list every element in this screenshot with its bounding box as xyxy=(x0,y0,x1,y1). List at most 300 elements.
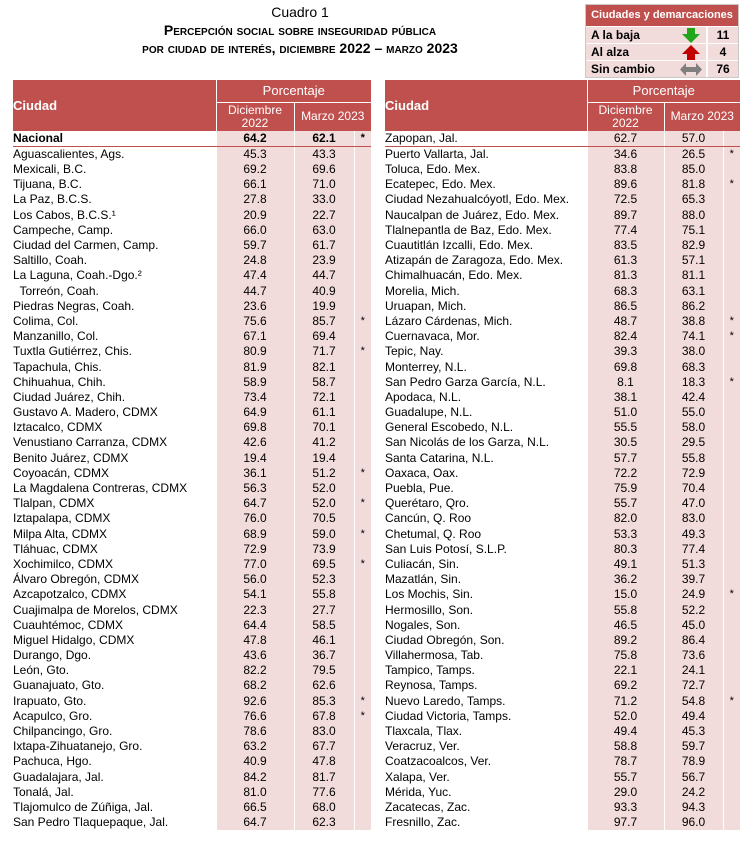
significance-mark xyxy=(723,466,740,481)
december-value: 80.9 xyxy=(216,344,294,359)
table-row xyxy=(13,466,371,481)
table-row xyxy=(385,800,740,815)
significance-mark: * xyxy=(723,147,740,163)
significance-mark xyxy=(723,420,740,435)
december-value: 72.2 xyxy=(587,466,664,481)
city-cell: Zapopan, Jal. xyxy=(385,131,587,147)
march-value: 40.9 xyxy=(294,284,354,299)
city-cell: Torreón, Coah. xyxy=(13,283,99,298)
march-value: 33.0 xyxy=(294,192,354,207)
december-value: 81.9 xyxy=(216,359,294,374)
march-value: 69.6 xyxy=(294,162,354,177)
march-value: 67.8 xyxy=(294,709,354,724)
table-row xyxy=(13,618,371,633)
significance-mark xyxy=(354,390,371,405)
december-value: 82.0 xyxy=(587,511,664,526)
table-row xyxy=(385,511,740,526)
table-row xyxy=(13,572,371,587)
december-value: 27.8 xyxy=(216,192,294,207)
significance-mark xyxy=(723,238,740,253)
significance-mark xyxy=(723,542,740,557)
december-value: 19.4 xyxy=(216,451,294,466)
december-value: 68.3 xyxy=(587,284,664,299)
significance-mark xyxy=(354,724,371,739)
city-cell: Chilpancingo, Gro. xyxy=(13,724,113,739)
table-row xyxy=(385,785,740,800)
city-cell: Manzanillo, Col. xyxy=(13,329,99,344)
december-value: 24.8 xyxy=(216,253,294,268)
table-row xyxy=(13,147,371,163)
table-row xyxy=(385,481,740,496)
significance-mark: * xyxy=(723,587,740,602)
title-block xyxy=(0,4,600,57)
december-value: 97.7 xyxy=(587,815,664,830)
march-value: 74.1 xyxy=(664,329,723,344)
march-value: 71.0 xyxy=(294,177,354,192)
march-value: 72.7 xyxy=(664,678,723,693)
significance-mark xyxy=(354,375,371,390)
december-value: 89.7 xyxy=(587,208,664,223)
city-cell: Coyoacán, CDMX xyxy=(13,465,110,480)
march-value: 46.1 xyxy=(294,633,354,648)
city-cell: Cuautitlán Izcalli, Edo. Mex. xyxy=(385,238,534,253)
city-cell: Gustavo A. Madero, CDMX xyxy=(13,405,158,420)
march-value: 81.1 xyxy=(664,268,723,283)
table-row xyxy=(13,420,371,435)
significance-mark xyxy=(354,815,371,830)
march-value: 81.8 xyxy=(664,177,723,192)
december-value: 83.5 xyxy=(587,238,664,253)
significance-mark xyxy=(723,131,740,147)
march-value: 52.0 xyxy=(294,481,354,496)
march-value: 55.0 xyxy=(664,405,723,420)
december-value: 30.5 xyxy=(587,435,664,450)
december-value: 55.7 xyxy=(587,496,664,511)
march-value: 56.7 xyxy=(664,770,723,785)
significance-mark: * xyxy=(354,557,371,572)
table-row xyxy=(385,147,740,163)
march-value: 39.7 xyxy=(664,572,723,587)
march-value: 22.7 xyxy=(294,208,354,223)
significance-mark xyxy=(723,344,740,359)
march-value: 79.5 xyxy=(294,663,354,678)
december-value: 82.2 xyxy=(216,663,294,678)
december-value: 69.8 xyxy=(216,420,294,435)
city-cell: Cuernavaca, Mor. xyxy=(385,329,480,344)
table-row xyxy=(13,390,371,405)
significance-mark xyxy=(723,815,740,830)
city-cell: Piedras Negras, Coah. xyxy=(13,298,135,313)
city-cell: Durango, Dgo. xyxy=(13,648,92,663)
significance-mark xyxy=(354,208,371,223)
table-row xyxy=(385,131,740,147)
table-row xyxy=(385,527,740,542)
march-value: 71.7 xyxy=(294,344,354,359)
march-value: 70.5 xyxy=(294,511,354,526)
city-cell: Tapachula, Chis. xyxy=(13,359,102,374)
march-value: 45.0 xyxy=(664,618,723,633)
table-row xyxy=(13,709,371,724)
december-value: 55.7 xyxy=(587,770,664,785)
significance-mark xyxy=(354,268,371,283)
city-cell: Hermosillo, Son. xyxy=(385,602,474,617)
march-value: 29.5 xyxy=(664,435,723,450)
significance-mark xyxy=(354,633,371,648)
city-cell: San Pedro Garza García, N.L. xyxy=(385,374,546,389)
significance-mark xyxy=(723,208,740,223)
table-row xyxy=(385,709,740,724)
city-cell: Los Mochis, Sin. xyxy=(385,587,474,602)
march-value: 61.7 xyxy=(294,238,354,253)
legend xyxy=(585,4,739,78)
march-value: 78.9 xyxy=(664,754,723,769)
significance-mark xyxy=(723,223,740,238)
significance-mark xyxy=(354,785,371,800)
city-cell: Toluca, Edo. Mex. xyxy=(385,162,481,177)
significance-mark xyxy=(723,284,740,299)
significance-mark xyxy=(723,405,740,420)
march-value: 57.0 xyxy=(664,131,723,147)
significance-mark xyxy=(354,147,371,163)
significance-mark xyxy=(354,420,371,435)
significance-mark: * xyxy=(723,375,740,390)
table-row xyxy=(13,344,371,359)
legend-row-up xyxy=(586,43,738,60)
significance-mark xyxy=(723,253,740,268)
significance-mark xyxy=(354,451,371,466)
december-value: 66.5 xyxy=(216,800,294,815)
significance-mark xyxy=(354,678,371,693)
city-cell: Santa Catarina, N.L. xyxy=(385,450,494,465)
table-row xyxy=(385,420,740,435)
table-left xyxy=(13,80,371,830)
march-value: 52.3 xyxy=(294,572,354,587)
significance-mark xyxy=(723,299,740,314)
table-row xyxy=(385,359,740,374)
december-value: 66.0 xyxy=(216,223,294,238)
significance-mark xyxy=(723,557,740,572)
column-header-percentage: Porcentaje xyxy=(587,80,740,102)
significance-mark xyxy=(723,496,740,511)
december-value: 22.1 xyxy=(587,663,664,678)
significance-mark xyxy=(354,359,371,374)
december-value: 47.4 xyxy=(216,268,294,283)
column-header-december: Diciembre 2022 xyxy=(216,102,294,131)
december-value: 46.5 xyxy=(587,618,664,633)
significance-mark xyxy=(723,602,740,617)
december-value: 47.8 xyxy=(216,633,294,648)
march-value: 27.7 xyxy=(294,602,354,617)
significance-mark: * xyxy=(354,694,371,709)
significance-mark xyxy=(354,481,371,496)
city-cell: Saltillo, Coah. xyxy=(13,253,88,268)
table-row xyxy=(385,572,740,587)
march-value: 44.7 xyxy=(294,268,354,283)
significance-mark xyxy=(354,253,371,268)
march-value: 55.8 xyxy=(664,451,723,466)
city-cell: Cuauhtémoc, CDMX xyxy=(13,617,124,632)
march-value: 51.2 xyxy=(294,466,354,481)
december-value: 64.7 xyxy=(216,496,294,511)
december-value: 42.6 xyxy=(216,435,294,450)
march-value: 49.3 xyxy=(664,527,723,542)
table-row xyxy=(13,648,371,663)
december-value: 72.5 xyxy=(587,192,664,207)
legend-count: 4 xyxy=(706,44,738,60)
column-header-city: Ciudad xyxy=(13,80,216,131)
december-value: 40.9 xyxy=(216,754,294,769)
significance-mark xyxy=(723,785,740,800)
table-row xyxy=(13,359,371,374)
city-cell: Chetumal, Q. Roo xyxy=(385,526,482,541)
significance-mark xyxy=(354,511,371,526)
march-value: 59.7 xyxy=(664,739,723,754)
city-cell: San Nicolás de los Garza, N.L. xyxy=(385,435,550,450)
december-value: 54.1 xyxy=(216,587,294,602)
significance-mark xyxy=(354,602,371,617)
significance-mark: * xyxy=(723,329,740,344)
march-value: 51.3 xyxy=(664,557,723,572)
december-value: 78.7 xyxy=(587,754,664,769)
march-value: 63.0 xyxy=(294,223,354,238)
table-row xyxy=(385,238,740,253)
table-row xyxy=(385,451,740,466)
march-value: 77.6 xyxy=(294,785,354,800)
march-value: 67.7 xyxy=(294,739,354,754)
table-row xyxy=(385,602,740,617)
table-row xyxy=(13,678,371,693)
table-left-body xyxy=(13,131,371,830)
december-value: 77.4 xyxy=(587,223,664,238)
city-cell: La Laguna, Coah.-Dgo.² xyxy=(13,268,142,283)
december-value: 71.2 xyxy=(587,694,664,709)
march-value: 24.1 xyxy=(664,663,723,678)
december-value: 68.2 xyxy=(216,678,294,693)
city-cell: Tampico, Tamps. xyxy=(385,663,475,678)
significance-mark xyxy=(354,587,371,602)
city-cell: Ciudad Juárez, Chih. xyxy=(13,389,126,404)
march-value: 52.0 xyxy=(294,496,354,511)
city-cell: Campeche, Camp. xyxy=(13,222,114,237)
significance-mark xyxy=(354,663,371,678)
table-row xyxy=(385,329,740,344)
december-value: 56.0 xyxy=(216,572,294,587)
city-cell: Guanajuato, Gto. xyxy=(13,678,105,693)
march-value: 69.5 xyxy=(294,557,354,572)
arrow-down-icon xyxy=(676,27,706,43)
significance-mark xyxy=(354,770,371,785)
city-cell: Los Cabos, B.C.S.¹ xyxy=(13,207,116,222)
december-value: 58.8 xyxy=(587,739,664,754)
table-row xyxy=(13,754,371,769)
march-value: 45.3 xyxy=(664,724,723,739)
table-row xyxy=(13,299,371,314)
december-value: 62.7 xyxy=(587,131,664,147)
december-value: 84.2 xyxy=(216,770,294,785)
city-cell: Ciudad Victoria, Tamps. xyxy=(385,708,512,723)
significance-mark: * xyxy=(354,496,371,511)
significance-mark xyxy=(354,648,371,663)
march-value: 38.8 xyxy=(664,314,723,329)
table-row xyxy=(13,177,371,192)
significance-mark: * xyxy=(354,527,371,542)
table-row xyxy=(385,648,740,663)
december-value: 29.0 xyxy=(587,785,664,800)
significance-mark xyxy=(723,192,740,207)
march-value: 18.3 xyxy=(664,375,723,390)
december-value: 81.3 xyxy=(587,268,664,283)
december-value: 38.1 xyxy=(587,390,664,405)
table-row xyxy=(385,284,740,299)
city-cell: Ciudad Obregón, Son. xyxy=(385,632,505,647)
march-value: 70.1 xyxy=(294,420,354,435)
december-value: 76.6 xyxy=(216,709,294,724)
march-value: 62.3 xyxy=(294,815,354,830)
march-value: 62.1 xyxy=(294,131,354,147)
significance-mark xyxy=(354,572,371,587)
city-cell: Pachuca, Hgo. xyxy=(13,754,92,769)
city-cell: Tlaxcala, Tlax. xyxy=(385,724,463,739)
december-value: 52.0 xyxy=(587,709,664,724)
page-subtitle: por ciudad de interés, diciembre 2022 – marzo 2023 xyxy=(142,40,458,56)
march-value: 47.8 xyxy=(294,754,354,769)
march-value: 83.0 xyxy=(664,511,723,526)
city-cell: Ecatepec, Edo. Mex. xyxy=(385,177,496,192)
column-header-march: Marzo 2023 xyxy=(664,102,740,131)
significance-mark xyxy=(354,800,371,815)
december-value: 78.6 xyxy=(216,724,294,739)
table-row xyxy=(385,496,740,511)
table-row xyxy=(385,739,740,754)
december-value: 34.6 xyxy=(587,147,664,163)
column-header-city: Ciudad xyxy=(385,80,587,131)
march-value: 86.2 xyxy=(664,299,723,314)
table-row xyxy=(385,192,740,207)
table-row xyxy=(385,633,740,648)
december-value: 83.8 xyxy=(587,162,664,177)
significance-mark xyxy=(723,770,740,785)
december-value: 22.3 xyxy=(216,602,294,617)
table-row xyxy=(13,208,371,223)
december-value: 69.2 xyxy=(587,678,664,693)
table-row xyxy=(13,527,371,542)
city-cell: Tonalá, Jal. xyxy=(13,784,74,799)
city-cell: Mexicali, B.C. xyxy=(13,162,87,177)
december-value: 69.8 xyxy=(587,359,664,374)
march-value: 94.3 xyxy=(664,800,723,815)
significance-mark: * xyxy=(354,709,371,724)
march-value: 24.2 xyxy=(664,785,723,800)
march-value: 36.7 xyxy=(294,648,354,663)
significance-mark xyxy=(354,299,371,314)
march-value: 19.9 xyxy=(294,299,354,314)
table-row xyxy=(13,131,371,147)
march-value: 26.5 xyxy=(664,147,723,163)
city-cell: Oaxaca, Oax. xyxy=(385,465,459,480)
december-value: 49.4 xyxy=(587,724,664,739)
march-value: 73.9 xyxy=(294,542,354,557)
march-value: 72.1 xyxy=(294,390,354,405)
table-row xyxy=(385,390,740,405)
table-row xyxy=(13,785,371,800)
march-value: 86.4 xyxy=(664,633,723,648)
table-row xyxy=(13,192,371,207)
table-row xyxy=(13,481,371,496)
table-row xyxy=(13,739,371,754)
december-value: 57.7 xyxy=(587,451,664,466)
table-row xyxy=(13,238,371,253)
city-cell: Colima, Col. xyxy=(13,313,79,328)
table-row xyxy=(13,268,371,283)
december-value: 82.4 xyxy=(587,329,664,344)
december-value: 72.9 xyxy=(216,542,294,557)
table-row xyxy=(385,177,740,192)
march-value: 96.0 xyxy=(664,815,723,830)
significance-mark xyxy=(723,390,740,405)
december-value: 67.1 xyxy=(216,329,294,344)
arrow-both-icon xyxy=(676,61,706,77)
table-row xyxy=(13,815,371,830)
city-cell: León, Gto. xyxy=(13,663,70,678)
city-cell: Nacional xyxy=(13,131,216,147)
city-cell: Irapuato, Gto. xyxy=(13,693,87,708)
december-value: 43.6 xyxy=(216,648,294,663)
city-cell: Venustiano Carranza, CDMX xyxy=(13,435,168,450)
table-row xyxy=(13,770,371,785)
city-cell: Acapulco, Gro. xyxy=(13,708,93,723)
december-value: 93.3 xyxy=(587,800,664,815)
significance-mark xyxy=(723,633,740,648)
legend-count: 11 xyxy=(706,27,738,43)
city-cell: Coatzacoalcos, Ver. xyxy=(385,754,492,769)
city-cell: Chimalhuacán, Edo. Mex. xyxy=(385,268,523,283)
city-cell: Tijuana, B.C. xyxy=(13,177,82,192)
march-value: 85.0 xyxy=(664,162,723,177)
city-cell: Tlalpan, CDMX xyxy=(13,496,95,511)
city-cell: Tepic, Nay. xyxy=(385,344,444,359)
column-header-march: Marzo 2023 xyxy=(294,102,371,131)
march-value: 54.8 xyxy=(664,694,723,709)
city-cell: Álvaro Obregón, CDMX xyxy=(13,572,140,587)
table-row xyxy=(385,815,740,830)
table-row xyxy=(13,511,371,526)
table-row xyxy=(385,299,740,314)
table-row xyxy=(385,542,740,557)
significance-mark xyxy=(354,177,371,192)
table-number: Cuadro 1 xyxy=(271,4,329,20)
city-cell: Miguel Hidalgo, CDMX xyxy=(13,632,135,647)
significance-mark: * xyxy=(354,466,371,481)
significance-mark xyxy=(354,162,371,177)
city-cell: Morelia, Mich. xyxy=(385,283,460,298)
march-value: 85.3 xyxy=(294,694,354,709)
significance-mark: * xyxy=(354,344,371,359)
significance-mark xyxy=(723,709,740,724)
december-value: 92.6 xyxy=(216,694,294,709)
city-cell: Benito Juárez, CDMX xyxy=(13,450,129,465)
city-cell: Puebla, Pue. xyxy=(385,481,454,496)
city-cell: Ciudad del Carmen, Camp. xyxy=(13,238,159,253)
significance-mark: * xyxy=(354,131,371,147)
significance-mark xyxy=(354,238,371,253)
city-cell: Tlalnepantla de Baz, Edo. Mex. xyxy=(385,222,552,237)
december-value: 63.2 xyxy=(216,739,294,754)
table-row xyxy=(13,405,371,420)
march-value: 47.0 xyxy=(664,496,723,511)
march-value: 52.2 xyxy=(664,602,723,617)
significance-mark xyxy=(723,739,740,754)
table-right-body xyxy=(385,131,740,830)
